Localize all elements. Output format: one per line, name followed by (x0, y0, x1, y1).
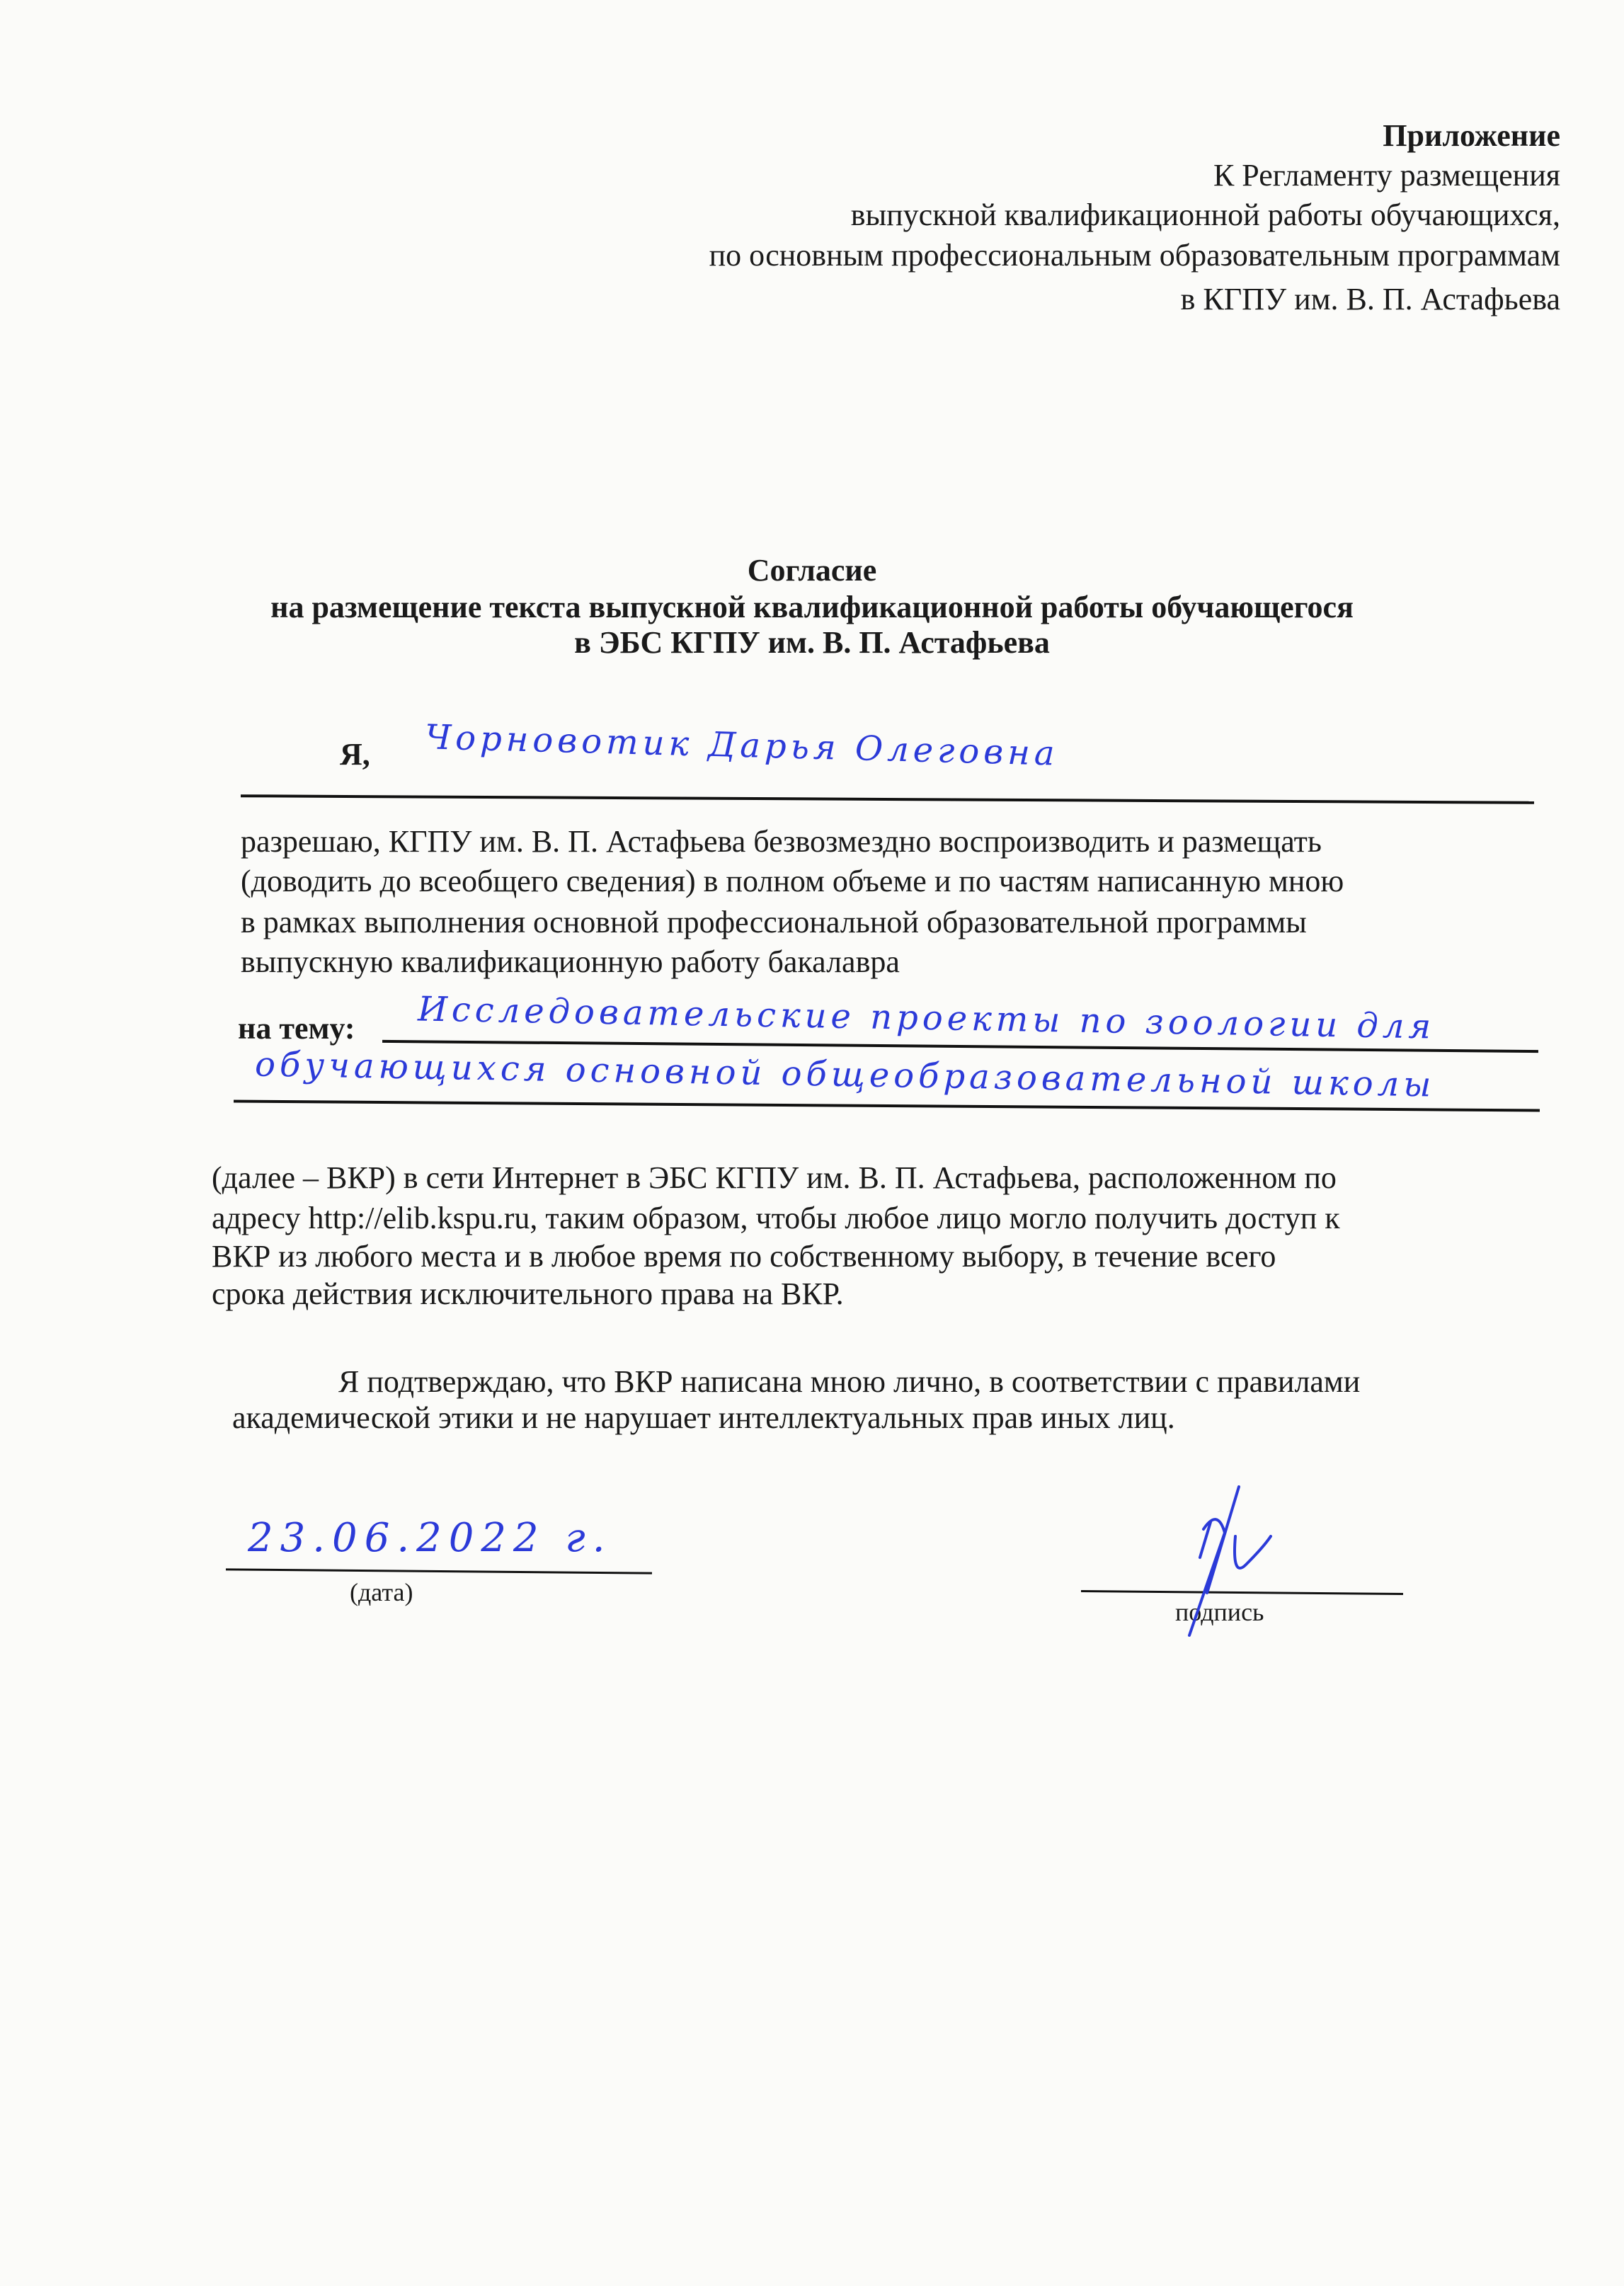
header-line: по основным профессиональным образовательным программам (709, 238, 1560, 273)
signature-mark (1133, 1480, 1345, 1642)
header-line: выпускной квалификационной работы обучающихся, (850, 198, 1560, 232)
body-line: (доводить до всеобщего сведения) в полном объеме и по частям написанную мною (241, 864, 1344, 898)
signature-caption: подпись (1175, 1598, 1264, 1626)
confirm-line: Я подтверждаю, что ВКР написана мною лично, в соответствии с правилами (338, 1364, 1361, 1399)
date-caption: (дата) (350, 1578, 413, 1606)
body-line: выпускную квалификационную работу бакалавра (241, 944, 900, 979)
name-underline (241, 794, 1534, 804)
topic-handwritten-line1: Исследовательские проекты по зоологии для (417, 989, 1436, 1047)
body-line: (далее – ВКР) в сети Интернет в ЭБС КГПУ им. В. П. Астафьева, расположенном по (212, 1160, 1337, 1195)
body-line: в рамках выполнения основной профессиональной образовательной программы (241, 905, 1307, 939)
ya-label: Я, (340, 737, 370, 772)
confirm-line: академической этики и не нарушает интеллектуальных прав иных лиц. (232, 1400, 1175, 1435)
header-line: в КГПУ им. В. П. Астафьева (1180, 282, 1560, 316)
heading-line: на размещение текста выпускной квалификационной работы обучающегося (270, 590, 1354, 624)
body-line: срока действия исключительного права на ВКР. (212, 1276, 844, 1311)
topic-handwritten-line2: обучающихся основной общеобразовательной школы (254, 1044, 1436, 1105)
header-line: К Регламенту размещения (1213, 158, 1560, 193)
date-handwritten: 23.06.2022 г. (248, 1515, 612, 1561)
appendix-title: Приложение (1383, 118, 1560, 153)
body-line: адресу http://elib.kspu.ru, таким образом, чтобы любое лицо могло получить доступ к (212, 1201, 1340, 1235)
heading-line: Согласие (747, 553, 877, 588)
body-line: ВКР из любого места и в любое время по собственному выбору, в течение всего (212, 1239, 1276, 1274)
body-line: разрешаю, КГПУ им. В. П. Астафьева безвозмездно воспроизводить и размещать (241, 824, 1322, 859)
name-handwritten: Чорновотик Дарья Олеговна (424, 717, 1060, 774)
topic-label: на тему: (238, 1011, 355, 1046)
heading-line: в ЭБС КГПУ им. В. П. Астафьева (574, 625, 1050, 660)
date-underline (226, 1568, 652, 1574)
